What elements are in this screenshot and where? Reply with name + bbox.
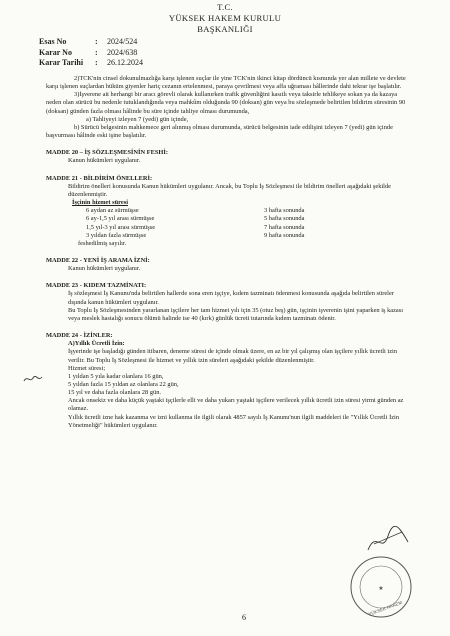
table-row <box>86 215 412 223</box>
tarih-label: Karar Tarihi <box>39 58 84 67</box>
row-notice: 5 hafta sonunda <box>264 215 305 223</box>
table-row <box>86 224 412 232</box>
row-service: 1,5 yıl-3 yıl arası sürmüşse <box>86 223 156 231</box>
margin-annotation <box>22 372 44 390</box>
colon: : <box>95 47 98 57</box>
colon: : <box>95 37 98 46</box>
svg-text:YÜKSEK HAKEM: YÜKSEK HAKEM <box>367 599 403 617</box>
row-notice: 7 hafta sonunda <box>264 223 305 231</box>
article-20-text: Kanun hükümleri uygulanır. <box>68 157 141 165</box>
table-row <box>86 207 412 215</box>
leave-line-1: 1 yıldan 5 yıla kadar olanlara 16 gün, <box>68 372 164 380</box>
notice-period-table <box>46 199 412 248</box>
svg-text:★: ★ <box>378 586 384 592</box>
service-period-label: Hizmet süresi; <box>68 364 106 372</box>
tarih-value: 26.12.2024 <box>107 58 143 67</box>
official-seal <box>348 554 414 625</box>
row-notice: 9 hafta sonunda <box>264 231 305 239</box>
karar-label: Karar No <box>39 47 72 57</box>
document-body <box>46 75 412 430</box>
article-24-subtitle: A)Yıllık Ücretli İzin: <box>68 340 125 348</box>
article-22-title: MADDE 22 - YENİ İŞ ARAMA İZNİ: <box>46 256 150 264</box>
article-24-p2: Ancak onsekiz ve daha küçük yaştaki işçilerle elli ve daha yukarı yaştaki işçilere verilecek yıllık ücretli izin süresi yirmi günden az olamaz. <box>68 397 404 413</box>
document-header <box>0 0 450 35</box>
article-23-p1: İş sözleşmesi İş Kanunu'nda belirtilen hallerde sona eren işçiye, kıdem tazminatı ödenmesi konusunda aşağıda belirtilen süreler dışında kanun hükümleri uygulanır. <box>68 290 394 306</box>
leave-line-3: 15 yıl ve daha fazla olanlara 28 gün. <box>68 389 161 397</box>
header-institution: YÜKSEK HAKEM KURULU <box>168 13 282 23</box>
table-row <box>86 232 412 240</box>
esas-label: Esas No <box>39 37 67 46</box>
colon: : <box>95 58 98 67</box>
article-23-p2: Bu Toplu İş Sözleşmesinden yararlanan işçilere her tam hizmet yılı için 35 (otuz beş) gün, işçinin işverenin işini yaparken iş kazası veya meslek hastalığı sonucu ölümü halinde ise 40 (kırk) günlük ücreti tutarında kıdem tazminatı ödenir. <box>68 306 404 322</box>
leave-line-2: 5 yıldan fazla 15 yıldan az olanlara 22 gün, <box>68 381 179 388</box>
article-21-text: Bildirim önelleri konusunda Kanun hükümleri uygulanır. Ancak, bu Toplu İş Sözleşmesi ile bildirim önelleri aşağıdaki şekilde düzenlenmiştir. <box>68 182 391 198</box>
service-period-heading: İşçinin hizmet süresi <box>72 199 128 207</box>
article-24-title: MADDE 24 - İZİNLER: <box>46 332 113 340</box>
header-tc: T.C. <box>217 2 233 12</box>
karar-value: 2024/638 <box>107 47 138 57</box>
row-service: 3 yıldan fazla sürmüşse <box>86 231 147 239</box>
row-notice: 3 hafta sonunda <box>264 207 305 215</box>
header-department: BAŞKANLIĞI <box>197 24 253 34</box>
paragraph-3b: b) Sürücü belgesinin mahkemece geri alınmış olması durumunda, sürücü belgesinin iade edilişini izleyen 7 (yedi) gün içinde başvurması hâlinde eski işine başlatılır. <box>46 123 393 140</box>
article-24-p3: Yıllık ücretli izne hak kazanma ve izni kullanma ile ilgili olarak 4857 sayılı İş Kanunu'nun ilgili maddeleri ile "Yıllık Ücretli İzin Yönetmeliği" hükümleri uygulanır. <box>68 413 400 429</box>
paragraph-2: 2)TCK'nin cinsel dokunulmazlığa karşı işlenen suçlar ile yine TCK'nin ikinci kitap dördüncü kısmında yer alan millete ve devlete karşı işlenen suçlardan hüküm giyenler hariç cezanın ertelenmesi, paraya çevrilmesi veya affa uğraması hâllerinde dahi tekrar işe başlatılır. <box>46 75 406 91</box>
case-meta <box>39 37 143 69</box>
article-21-end: feshedilmiş sayılır. <box>78 239 127 247</box>
article-22-text: Kanun hükümleri uygulanır. <box>68 265 141 273</box>
article-23-title: MADDE 23 - KIDEM TAZMİNATI: <box>46 282 147 290</box>
esas-value: 2024/524 <box>107 37 138 46</box>
page-number: 6 <box>242 613 246 622</box>
row-service: 6 ay-1,5 yıl arası sürmüşse <box>86 215 155 223</box>
article-24-p1: İşyerinde işe başladığı günden itibaren, deneme süresi de içinde olmak üzere, en az bir yıl çalışmış olan işçilere yıllık ücretli izin verilir. Bu Toplu İş Sözleşmesi ile hizmet ve yıllık izin süreleri aşağıdaki şekilde düzenlenmiştir. <box>68 348 398 364</box>
paragraph-3: 3)İşverene ait herhangi bir aracı görevli olarak kullanırken trafik güvenliğini kasıtlı veya taksirle tehlikeye sokan ya da kazaya neden olan sürücü bu nedenle tutuklandığında veya mahkûm olduğunda 90 (doksan) gün veya bu sözleşmede belirtilen bildirim süresinin 90 (doksan) günden fazla olması hâlinde bu süre içinde tahliye olması durumunda, <box>46 91 406 115</box>
row-service: 6 aydan az sürmüşse <box>86 207 139 215</box>
article-21-title: MADDE 21 - BİLDİRİM ÖNELLERİ: <box>46 174 153 182</box>
paragraph-3a: a) Tahliyeyi izleyen 7 (yedi) gün içinde, <box>86 115 189 123</box>
article-20-title: MADDE 20 – İŞ SÖZLEŞMESİNİN FESHİ: <box>46 149 168 157</box>
